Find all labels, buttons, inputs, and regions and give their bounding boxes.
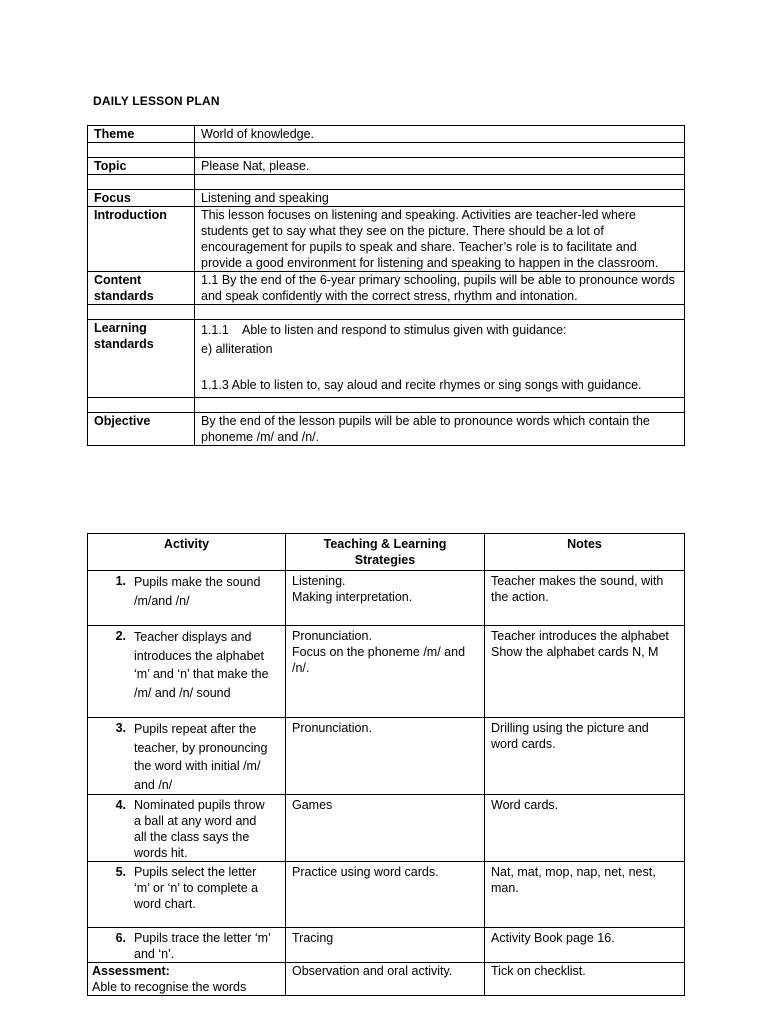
content-standards-label-line1: Content (94, 273, 142, 287)
notes-cell: Teacher makes the sound, with the action. (485, 571, 685, 626)
document-title: DAILY LESSON PLAN (93, 94, 220, 108)
objective-row (88, 412, 685, 445)
content-standards-label-line2: standards (94, 289, 154, 303)
activity-number: 6. (115, 931, 126, 945)
strategy-cell: Listening. Making interpretation. (286, 571, 485, 626)
content-standards-value: 1.1 By the end of the 6-year primary schooling, pupils will be able to pronounce words and speak confidently with the correct stress, rhythm and intonation. (195, 272, 685, 305)
activity-number: 2. (115, 629, 126, 643)
spacer-row (88, 143, 685, 158)
introduction-value: This lesson focuses on listening and speaking. Activities are teacher-led where students get to say what they see on the picture. There should be a lot of encouragement for pupils to speak and share. Teacher’s role is to facilitate and provide a good environment for listening and speaking to happen in the classroom. (195, 207, 685, 272)
learning-standards-value (195, 320, 685, 398)
activity-cell (88, 571, 286, 626)
learning-standards-row (88, 320, 685, 398)
strategy-cell: Games (286, 795, 485, 862)
focus-row (88, 190, 685, 207)
activity-number: 4. (115, 798, 126, 812)
assessment-row (88, 963, 685, 996)
activities-table (87, 533, 685, 996)
strategy-cell: Pronunciation. Focus on the phoneme /m/ and /n/. (286, 626, 485, 718)
learning-standards-label-line2: standards (94, 337, 154, 351)
activity-row (88, 862, 685, 928)
theme-value: World of knowledge. (195, 126, 685, 143)
learning-standard-1e: e) alliteration (201, 342, 273, 356)
introduction-label: Introduction (88, 207, 195, 272)
activities-header-row (88, 534, 685, 571)
activity-column-header: Activity (88, 534, 286, 571)
activity-row (88, 571, 685, 626)
activity-text: Pupils repeat after the teacher, by pronouncing the word with initial /m/ and /n/ (134, 722, 268, 792)
activity-number: 1. (115, 574, 126, 588)
activity-cell (88, 718, 286, 795)
spacer-row (88, 397, 685, 412)
activity-number: 5. (115, 865, 126, 879)
activities-body (88, 571, 685, 963)
activity-row (88, 795, 685, 862)
activity-cell (88, 928, 286, 963)
theme-label: Theme (88, 126, 195, 143)
spacer-row (88, 305, 685, 320)
learning-standard-2: 1.1.3 Able to listen to, say aloud and recite rhymes or sing songs with guidance. (201, 378, 642, 392)
assessment-strategy: Observation and oral activity. (286, 963, 485, 996)
topic-row (88, 158, 685, 175)
topic-label: Topic (88, 158, 195, 175)
strategy-cell: Practice using word cards. (286, 862, 485, 928)
assessment-cell (88, 963, 286, 996)
focus-value: Listening and speaking (195, 190, 685, 207)
activity-row (88, 718, 685, 795)
activity-cell (88, 626, 286, 718)
objective-value: By the end of the lesson pupils will be able to pronounce words which contain the phoneme /m/ and /n/. (195, 412, 685, 445)
activity-text: Nominated pupils throw a ball at any word and all the class says the words hit. (134, 798, 265, 860)
objective-label: Objective (88, 412, 195, 445)
content-standards-row (88, 272, 685, 305)
activity-text: Pupils trace the letter ‘m’ and ‘n’. (134, 931, 271, 961)
learning-standard-1: 1.1.1 Able to listen and respond to stimulus given with guidance: (201, 323, 567, 337)
focus-label: Focus (88, 190, 195, 207)
notes-cell: Drilling using the picture and word cards. (485, 718, 685, 795)
content-standards-label (88, 272, 195, 305)
assessment-notes: Tick on checklist. (485, 963, 685, 996)
strategy-cell: Tracing (286, 928, 485, 963)
learning-standards-label-line1: Learning (94, 321, 147, 335)
notes-cell: Activity Book page 16. (485, 928, 685, 963)
activity-text: Pupils select the letter ‘m’ or ‘n’ to complete a word chart. (134, 865, 259, 911)
spacer-row (88, 175, 685, 190)
learning-standards-label (88, 320, 195, 398)
assessment-label: Assessment: (92, 964, 170, 978)
notes-column-header: Notes (485, 534, 685, 571)
theme-row (88, 126, 685, 143)
activity-text: Teacher displays and introduces the alphabet ‘m’ and ‘n’ that make the /m/ and /n/ sound (134, 630, 269, 700)
notes-cell: Nat, mat, mop, nap, net, nest, man. (485, 862, 685, 928)
assessment-text: Able to recognise the words (92, 980, 247, 994)
activity-cell (88, 795, 286, 862)
activity-text: Pupils make the sound /m/and /n/ (134, 575, 261, 608)
activity-number: 3. (115, 721, 126, 735)
topic-value: Please Nat, please. (195, 158, 685, 175)
notes-cell: Word cards. (485, 795, 685, 862)
introduction-row (88, 207, 685, 272)
strategy-cell: Pronunciation. (286, 718, 485, 795)
activity-cell (88, 862, 286, 928)
notes-cell: Teacher introduces the alphabet Show the alphabet cards N, M (485, 626, 685, 718)
lesson-info-table (87, 125, 685, 446)
activity-row (88, 626, 685, 718)
activity-row (88, 928, 685, 963)
strategies-column-header: Teaching & Learning Strategies (286, 534, 485, 571)
